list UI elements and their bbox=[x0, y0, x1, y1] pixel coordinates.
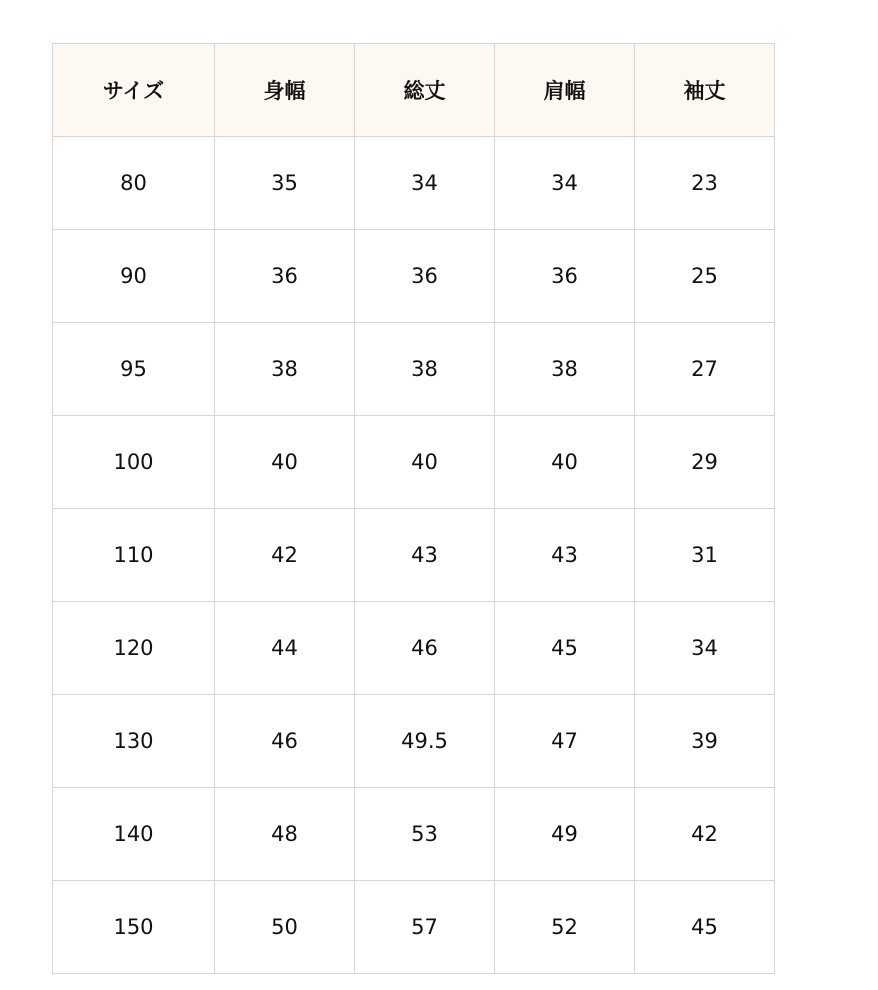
size-chart-table bbox=[52, 43, 775, 974]
cell-shoulder-width: 52 bbox=[495, 881, 635, 974]
cell-total-length: 43 bbox=[355, 509, 495, 602]
cell-sleeve-length: 34 bbox=[635, 602, 775, 695]
cell-size: 150 bbox=[53, 881, 215, 974]
cell-total-length: 49.5 bbox=[355, 695, 495, 788]
cell-total-length: 57 bbox=[355, 881, 495, 974]
cell-shoulder-width: 38 bbox=[495, 323, 635, 416]
table-row bbox=[53, 881, 775, 974]
cell-body-width: 35 bbox=[215, 137, 355, 230]
table-body bbox=[53, 137, 775, 974]
cell-shoulder-width: 40 bbox=[495, 416, 635, 509]
cell-size: 110 bbox=[53, 509, 215, 602]
cell-sleeve-length: 45 bbox=[635, 881, 775, 974]
cell-sleeve-length: 42 bbox=[635, 788, 775, 881]
cell-total-length: 40 bbox=[355, 416, 495, 509]
cell-total-length: 34 bbox=[355, 137, 495, 230]
cell-body-width: 48 bbox=[215, 788, 355, 881]
cell-sleeve-length: 39 bbox=[635, 695, 775, 788]
cell-sleeve-length: 29 bbox=[635, 416, 775, 509]
cell-size: 90 bbox=[53, 230, 215, 323]
header-size: サイズ bbox=[53, 44, 215, 137]
cell-shoulder-width: 36 bbox=[495, 230, 635, 323]
cell-size: 120 bbox=[53, 602, 215, 695]
table-row bbox=[53, 602, 775, 695]
header-row bbox=[53, 44, 775, 137]
cell-total-length: 46 bbox=[355, 602, 495, 695]
cell-total-length: 36 bbox=[355, 230, 495, 323]
cell-shoulder-width: 34 bbox=[495, 137, 635, 230]
cell-body-width: 50 bbox=[215, 881, 355, 974]
table-row bbox=[53, 695, 775, 788]
table-row bbox=[53, 137, 775, 230]
cell-total-length: 38 bbox=[355, 323, 495, 416]
table-row bbox=[53, 323, 775, 416]
header-sleeve-length: 袖丈 bbox=[635, 44, 775, 137]
cell-shoulder-width: 45 bbox=[495, 602, 635, 695]
cell-size: 140 bbox=[53, 788, 215, 881]
cell-body-width: 36 bbox=[215, 230, 355, 323]
cell-shoulder-width: 43 bbox=[495, 509, 635, 602]
cell-size: 130 bbox=[53, 695, 215, 788]
cell-sleeve-length: 27 bbox=[635, 323, 775, 416]
table-row bbox=[53, 788, 775, 881]
cell-sleeve-length: 23 bbox=[635, 137, 775, 230]
header-body-width: 身幅 bbox=[215, 44, 355, 137]
header-total-length: 総丈 bbox=[355, 44, 495, 137]
cell-body-width: 38 bbox=[215, 323, 355, 416]
cell-body-width: 42 bbox=[215, 509, 355, 602]
cell-body-width: 46 bbox=[215, 695, 355, 788]
cell-size: 100 bbox=[53, 416, 215, 509]
cell-size: 95 bbox=[53, 323, 215, 416]
table-header bbox=[53, 44, 775, 137]
cell-shoulder-width: 47 bbox=[495, 695, 635, 788]
cell-sleeve-length: 25 bbox=[635, 230, 775, 323]
cell-shoulder-width: 49 bbox=[495, 788, 635, 881]
cell-body-width: 40 bbox=[215, 416, 355, 509]
table-row bbox=[53, 230, 775, 323]
header-shoulder-width: 肩幅 bbox=[495, 44, 635, 137]
cell-total-length: 53 bbox=[355, 788, 495, 881]
table-row bbox=[53, 416, 775, 509]
cell-sleeve-length: 31 bbox=[635, 509, 775, 602]
table-row bbox=[53, 509, 775, 602]
cell-body-width: 44 bbox=[215, 602, 355, 695]
cell-size: 80 bbox=[53, 137, 215, 230]
